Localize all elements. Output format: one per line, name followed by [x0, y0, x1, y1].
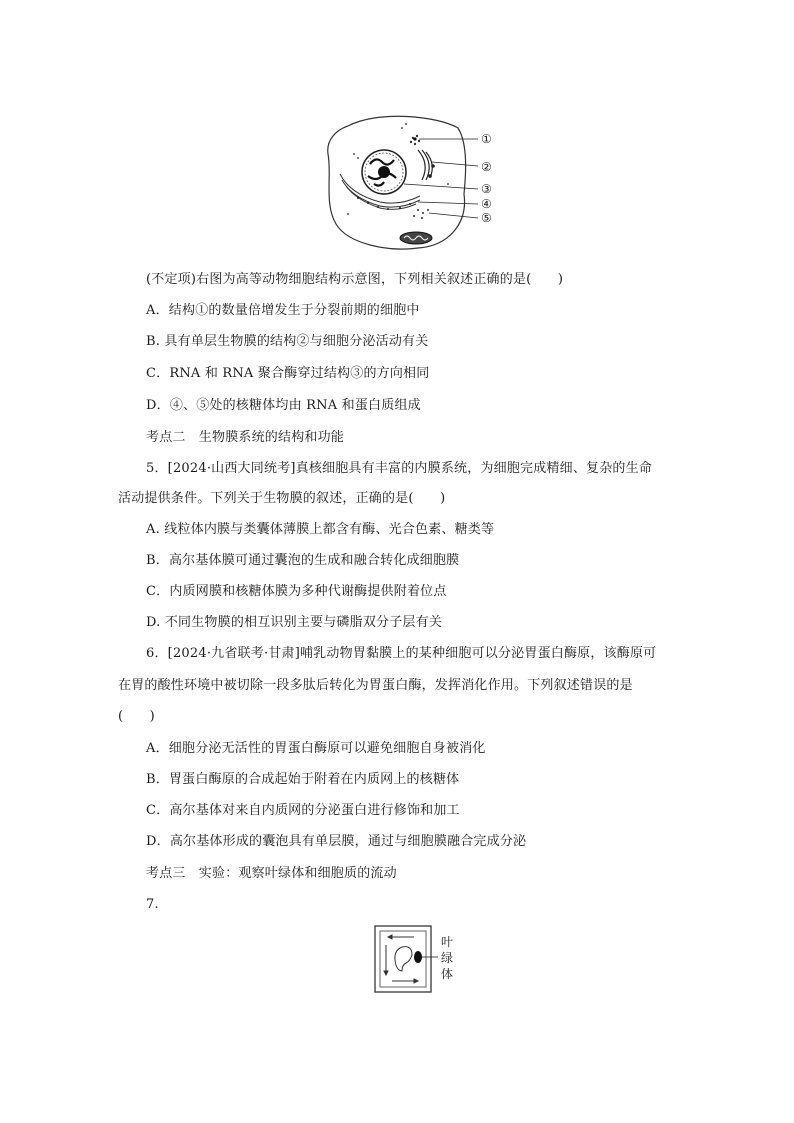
q4-option-c: C．RNA 和 RNA 聚合酶穿过结构③的方向相同	[146, 366, 430, 381]
animal-cell-figure	[318, 114, 508, 254]
free-ribosomes	[413, 209, 429, 219]
q6-stem-line2: 在胃的酸性环境中被切除一段多肽后转化为胃蛋白酶，发挥消化作用。下列叙述错误的是	[118, 678, 633, 693]
q6-stem-line3: ( )	[118, 709, 155, 724]
chloroplast	[414, 951, 422, 963]
section-3-heading: 考点三 实验：观察叶绿体和细胞质的流动	[146, 866, 397, 881]
q5-option-b: B．高尔基体膜可通过囊泡的生成和融合转化成细胞膜	[146, 553, 460, 568]
q4-option-d: D．④、⑤处的核糖体均由 RNA 和蛋白质组成	[146, 398, 421, 413]
label-chloroplast-1: 叶	[440, 935, 453, 949]
q5-stem-line1: 5．[2024·山西大同统考]真核细胞具有丰富的内膜系统，为细胞完成精细、复杂的生命	[146, 461, 653, 476]
q6-option-d: D．高尔基体形成的囊泡具有单层膜，通过与细胞膜融合完成分泌	[146, 834, 527, 849]
q6-stem-line1: 6．[2024·九省联考·甘肃]哺乳动物胃黏膜上的某种细胞可以分泌胃蛋白酶原，该酶原可	[146, 646, 657, 661]
centrosome	[410, 135, 420, 145]
q4-option-a: A．结构①的数量倍增发生于分裂前期的细胞中	[146, 303, 420, 318]
label-chloroplast-2: 绿	[440, 951, 453, 965]
label-5: ⑤	[481, 211, 492, 225]
leader-lines	[404, 139, 478, 218]
chloroplast-flow-figure	[374, 925, 464, 993]
q4-option-b: B. 具有单层生物膜的结构②与细胞分泌活动有关	[146, 334, 429, 349]
q5-option-c: C．内质网膜和核糖体膜为多种代谢酶提供附着位点	[146, 584, 447, 599]
q7-number: 7.	[146, 897, 159, 912]
label-2: ②	[481, 160, 492, 174]
label-4: ④	[481, 197, 492, 211]
q5-option-d: D. 不同生物膜的相互识别主要与磷脂双分子层有关	[146, 615, 443, 630]
q6-option-c: C．高尔基体对来自内质网的分泌蛋白进行修饰和加工	[146, 803, 460, 818]
section-2-heading: 考点二 生物膜系统的结构和功能	[146, 430, 345, 445]
q5-option-a: A. 线粒体内膜与类囊体薄膜上都含有酶、光合色素、糖类等	[146, 522, 495, 537]
golgi-apparatus	[418, 150, 434, 180]
mitochondrion	[400, 232, 432, 244]
label-3: ③	[481, 182, 492, 196]
q4-stem: (不定项)右图为高等动物细胞结构示意图，下列相关叙述正确的是( )	[146, 272, 564, 287]
q6-option-a: A．细胞分泌无活性的胃蛋白酶原可以避免细胞自身被消化	[146, 741, 486, 756]
label-1: ①	[481, 132, 492, 146]
label-chloroplast-3: 体	[440, 967, 453, 981]
q5-stem-line2: 活动提供条件。下列关于生物膜的叙述，正确的是( )	[118, 491, 446, 506]
q6-option-b: B．胃蛋白酶原的合成起始于附着在内质网上的核糖体	[146, 772, 460, 787]
animal-cell-drawing	[318, 114, 508, 254]
nucleolus	[378, 166, 390, 178]
